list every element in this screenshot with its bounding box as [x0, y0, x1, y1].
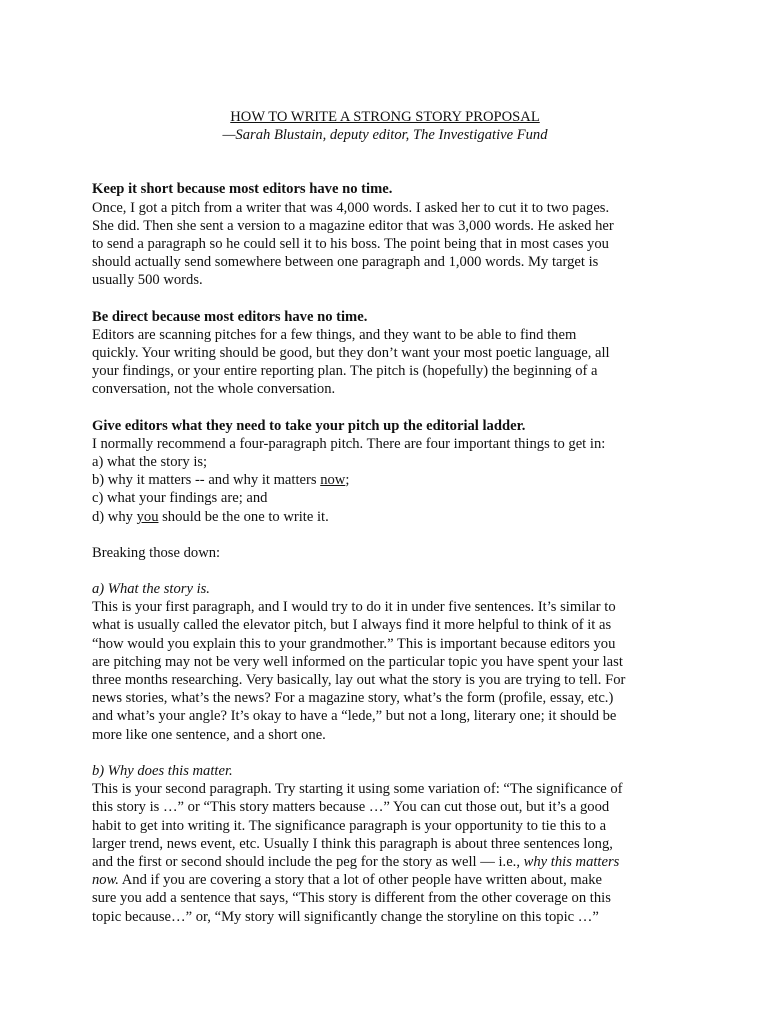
- paragraph-line: should actually send somewhere between one paragraph and 1,000 words. My target is: [92, 254, 599, 271]
- list-item-a: a) what the story is;: [92, 454, 208, 471]
- paragraph-line: are pitching may not be very well informed on the particular topic you have spent your last: [92, 653, 623, 670]
- emphasis-now: now.: [92, 872, 119, 889]
- subsection-what-the-story-is: [92, 580, 678, 744]
- section-keep-it-short: [92, 180, 678, 289]
- list-item-b: [92, 471, 678, 489]
- paragraph-line: conversation, not the whole conversation.: [92, 381, 336, 398]
- paragraph-line: This is your second paragraph. Try starting it using some variation of: “The significance of: [92, 781, 623, 798]
- paragraph-line: and what’s your angle? It’s okay to have a “lede,” but not a long, literary one; it should be: [92, 708, 617, 725]
- subsection-why-does-this-matter: [92, 762, 678, 926]
- paragraph-line: I normally recommend a four-paragraph pitch. There are four important things to get in:: [92, 435, 606, 452]
- list-item-text: ;: [345, 472, 350, 489]
- section-heading: Keep it short because most editors have no time.: [92, 181, 393, 198]
- paragraph-line: larger trend, news event, etc. Usually I think this paragraph is about three sentences long,: [92, 835, 613, 852]
- paragraph-line: This is your first paragraph, and I would try to do it in under five sentences. It’s similar to: [92, 599, 616, 616]
- paragraph-line: She did. Then she sent a version to a magazine editor that was 3,000 words. He asked her: [92, 217, 614, 234]
- document-byline: —Sarah Blustain, deputy editor, The Investigative Fund: [222, 127, 548, 144]
- paragraph-text: and the first or second should include the peg for the story as well — i.e.,: [92, 853, 524, 870]
- emphasis-why-this-matters: why this matters: [523, 853, 620, 870]
- paragraph-line: [92, 853, 678, 871]
- subsection-heading: a) What the story is.: [92, 581, 210, 598]
- paragraph-line: news stories, what’s the news? For a magazine story, what’s the form (profile, essay, etc.): [92, 690, 614, 707]
- paragraph-line: three months researching. Very basically, lay out what the story is you are trying to tell. For: [92, 672, 626, 689]
- section-be-direct: [92, 308, 678, 399]
- paragraph-line: habit to get into writing it. The significance paragraph is your opportunity to tie this to a: [92, 817, 607, 834]
- paragraph-line: usually 500 words.: [92, 272, 203, 289]
- section-heading: Give editors what they need to take your pitch up the editorial ladder.: [92, 417, 526, 434]
- emphasis-you: you: [136, 508, 159, 525]
- paragraph-line: what is usually called the elevator pitch, but I always find it more helpful to think of it as: [92, 617, 612, 634]
- paragraph-line: to send a paragraph so he could sell it to his boss. The point being that in most cases you: [92, 236, 609, 253]
- subsection-heading: b) Why does this matter.: [92, 762, 233, 779]
- document-page: [92, 108, 678, 944]
- list-item-c: c) what your findings are; and: [92, 490, 268, 507]
- document-title: HOW TO WRITE A STRONG STORY PROPOSAL: [230, 109, 540, 125]
- paragraph-line: more like one sentence, and a short one.: [92, 726, 326, 743]
- emphasis-now: now: [320, 472, 346, 489]
- list-item-text: b) why it matters -- and why it matters: [92, 472, 321, 489]
- paragraph-line: [92, 871, 678, 889]
- paragraph-line: Once, I got a pitch from a writer that was 4,000 words. I asked her to cut it to two pages.: [92, 199, 610, 216]
- paragraph-line: your findings, or your entire reporting plan. The pitch is (hopefully) the beginning of a: [92, 363, 598, 380]
- paragraph-line: topic because…” or, “My story will significantly change the storyline on this topic …”: [92, 908, 599, 925]
- paragraph-line: quickly. Your writing should be good, but they don’t want your most poetic language, all: [92, 345, 610, 362]
- paragraph-line: Editors are scanning pitches for a few things, and they want to be able to find them: [92, 326, 577, 343]
- section-heading: Be direct because most editors have no time.: [92, 308, 368, 325]
- section-editorial-ladder: [92, 417, 678, 526]
- list-item-text: d) why: [92, 508, 137, 525]
- paragraph-line: Breaking those down:: [92, 544, 221, 561]
- paragraph-line: sure you add a sentence that says, “This story is different from the other coverage on this: [92, 890, 611, 907]
- list-item-d: [92, 508, 678, 526]
- paragraph-text: And if you are covering a story that a lot of other people have written about, make: [118, 872, 602, 889]
- list-item-text: should be the one to write it.: [158, 508, 329, 525]
- paragraph-line: this story is …” or “This story matters because …” You can cut those out, but it’s a good: [92, 799, 610, 816]
- breaking-down-line: [92, 544, 678, 562]
- paragraph-line: “how would you explain this to your grandmother.” This is important because editors you: [92, 635, 616, 652]
